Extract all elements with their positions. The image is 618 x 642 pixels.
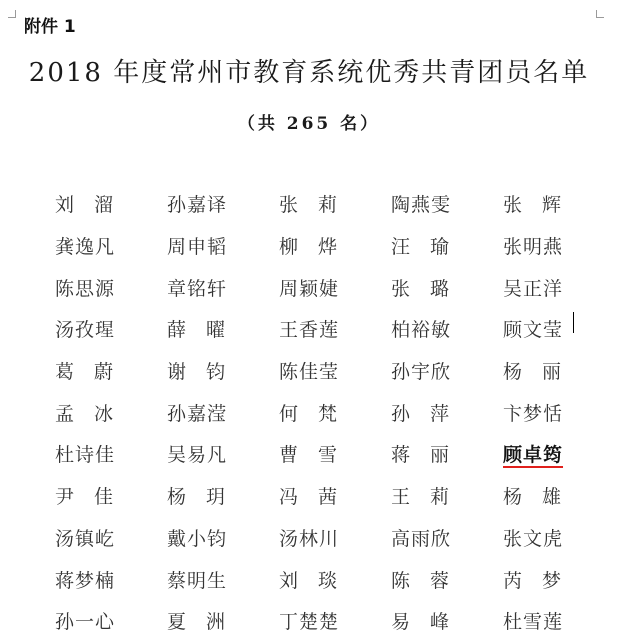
name-entry[interactable]: 尹佳 bbox=[55, 486, 134, 509]
name-entry[interactable]: 高雨欣 bbox=[391, 527, 452, 550]
name-entry[interactable]: 陶燕雯 bbox=[391, 194, 452, 217]
name-entry[interactable]: 蔡明生 bbox=[167, 569, 228, 592]
name-entry[interactable]: 柏裕敏 bbox=[391, 319, 452, 342]
name-entry[interactable]: 夏洲 bbox=[167, 611, 246, 634]
name-entry[interactable]: 谢钧 bbox=[167, 361, 246, 384]
name-entry[interactable]: 张明燕 bbox=[503, 236, 564, 259]
document-subtitle: （共 265 名） bbox=[237, 114, 381, 134]
name-entry[interactable]: 孙嘉译 bbox=[167, 194, 228, 217]
name-entry[interactable]: 汤镇屹 bbox=[55, 527, 116, 550]
name-entry[interactable]: 薛曜 bbox=[167, 319, 246, 342]
name-entry[interactable]: 章铭轩 bbox=[167, 277, 228, 300]
name-row bbox=[55, 391, 615, 433]
name-row bbox=[55, 558, 615, 600]
name-entry[interactable]: 汤林川 bbox=[279, 527, 340, 550]
name-entry[interactable]: 蒋丽 bbox=[391, 444, 470, 467]
name-entry[interactable]: 陈蓉 bbox=[391, 569, 470, 592]
name-entry[interactable]: 龚逸凡 bbox=[55, 236, 116, 259]
name-entry[interactable]: 孙一心 bbox=[55, 611, 116, 634]
name-row bbox=[55, 433, 615, 475]
name-row bbox=[55, 517, 615, 559]
name-entry[interactable]: 周颖婕 bbox=[279, 277, 340, 300]
name-row bbox=[55, 308, 615, 350]
name-entry[interactable]: 陈思源 bbox=[55, 277, 116, 300]
name-entry[interactable]: 杜诗佳 bbox=[55, 444, 116, 467]
name-entry[interactable]: 周申韬 bbox=[167, 236, 228, 259]
name-entry[interactable]: 刘溜 bbox=[55, 194, 134, 217]
name-entry[interactable]: 孙宇欣 bbox=[391, 361, 452, 384]
name-entry[interactable]: 杨雄 bbox=[503, 486, 582, 509]
name-row bbox=[55, 600, 615, 642]
name-row bbox=[55, 350, 615, 392]
name-entry[interactable]: 张辉 bbox=[503, 194, 582, 217]
name-list bbox=[55, 183, 615, 642]
name-entry[interactable]: 孙萍 bbox=[391, 402, 470, 425]
name-entry[interactable]: 孟冰 bbox=[55, 402, 134, 425]
text-cursor bbox=[573, 312, 574, 333]
name-row bbox=[55, 225, 615, 267]
name-entry[interactable]: 戴小钧 bbox=[167, 527, 228, 550]
name-entry[interactable]: 冯茜 bbox=[279, 486, 358, 509]
name-entry[interactable]: 张璐 bbox=[391, 277, 470, 300]
page-corner-mark-right bbox=[596, 10, 604, 18]
name-entry[interactable]: 刘琰 bbox=[279, 569, 358, 592]
name-entry[interactable]: 张莉 bbox=[279, 194, 358, 217]
name-entry[interactable]: 顾卓筠 bbox=[503, 444, 564, 467]
name-entry[interactable]: 王莉 bbox=[391, 486, 470, 509]
name-entry[interactable]: 葛蔚 bbox=[55, 361, 134, 384]
name-entry[interactable]: 曹雪 bbox=[279, 444, 358, 467]
name-entry[interactable]: 丁楚楚 bbox=[279, 611, 340, 634]
name-entry[interactable]: 汤孜瑆 bbox=[55, 319, 116, 342]
name-entry[interactable]: 卞梦恬 bbox=[503, 402, 564, 425]
name-entry[interactable]: 孙嘉滢 bbox=[167, 402, 228, 425]
name-entry[interactable]: 杨丽 bbox=[503, 361, 582, 384]
name-entry[interactable]: 芮梦 bbox=[503, 569, 582, 592]
name-entry[interactable]: 汪瑜 bbox=[391, 236, 470, 259]
name-entry[interactable]: 蒋梦楠 bbox=[55, 569, 116, 592]
document-title: 2018 年度常州市教育系统优秀共青团员名单 bbox=[28, 58, 590, 88]
name-entry[interactable]: 王香莲 bbox=[279, 319, 340, 342]
name-entry[interactable]: 杨玥 bbox=[167, 486, 246, 509]
name-entry[interactable]: 吴正洋 bbox=[503, 277, 564, 300]
name-row bbox=[55, 475, 615, 517]
name-entry[interactable]: 柳烨 bbox=[279, 236, 358, 259]
name-entry[interactable]: 张文虎 bbox=[503, 527, 564, 550]
name-entry[interactable]: 陈佳莹 bbox=[279, 361, 340, 384]
name-row bbox=[55, 183, 615, 225]
name-entry[interactable]: 何梵 bbox=[279, 402, 358, 425]
name-row bbox=[55, 266, 615, 308]
page-corner-mark-left bbox=[8, 10, 16, 18]
name-entry[interactable]: 易峰 bbox=[391, 611, 470, 634]
attachment-label: 附件 1 bbox=[24, 17, 76, 37]
name-entry[interactable]: 顾文莹 bbox=[503, 319, 564, 342]
name-entry[interactable]: 杜雪莲 bbox=[503, 611, 564, 634]
name-entry[interactable]: 吴易凡 bbox=[167, 444, 228, 467]
